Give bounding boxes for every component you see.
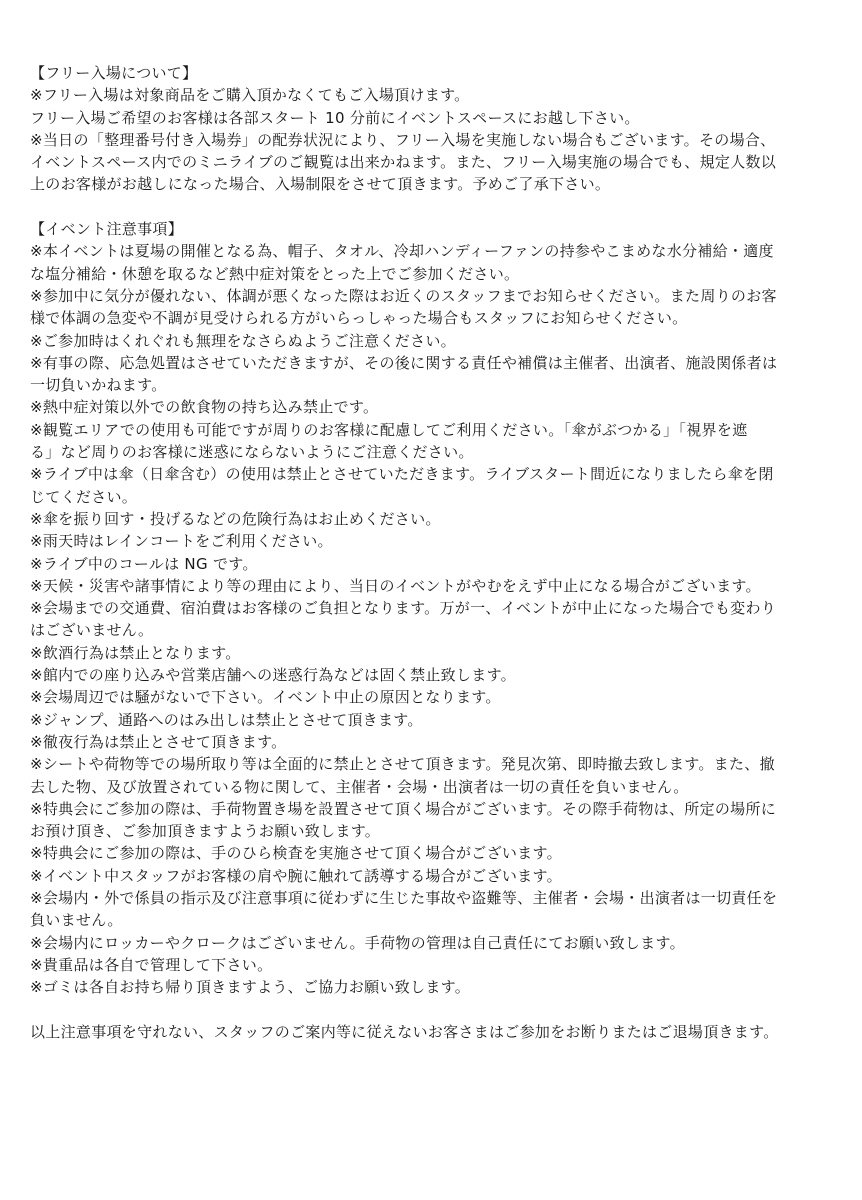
paragraph-line: ※ジャンプ、通路へのはみ出しは禁止とさせて頂きます。 (30, 710, 423, 729)
paragraph-line: ※雨天時はレインコートをご利用ください。 (30, 532, 333, 551)
paragraph-line: ※会場内にロッカーやクロークはございません。手荷物の管理は自己責任にてお願い致します。 (30, 933, 685, 952)
paragraph-line: る」など周りのお客様に迷惑にならないようにご注意ください。 (30, 443, 474, 462)
paragraph-line: はございません。 (30, 621, 154, 640)
paragraph-line: 一切負いかねます。 (30, 376, 167, 395)
paragraph-line: ※ライブ中のコールは NG です。 (30, 554, 258, 573)
blank-line (30, 998, 830, 1020)
section-event-notes (30, 218, 830, 998)
paragraph-line: な塩分補給・休憩を取るなど熱中症対策をとった上でご参加ください。 (30, 264, 520, 283)
paragraph-line: ※本イベントは夏場の開催となる為、帽子、タオル、冷却ハンディーファンの持参やこまめな水分補給・適度 (30, 242, 774, 261)
paragraph-line: ※参加中に気分が優れない、体調が悪くなった際はお近くのスタッフまでお知らせください。また周りのお客 (30, 286, 777, 305)
paragraph-line: ※フリー入場は対象商品をご購入頂かなくてもご入場頂けます。 (30, 86, 470, 105)
paragraph-line: ※熱中症対策以外での飲食物の持ち込み禁止です。 (30, 398, 379, 417)
section-heading: 【イベント注意事項】 (30, 220, 184, 239)
paragraph-line: ※観覧エリアでの使用も可能ですが周りのお客様に配慮してご利用ください。「傘がぶつかる」「視界を遮 (30, 420, 748, 439)
paragraph-line: ※当日の「整理番号付き入場券」の配券状況により、フリー入場を実施しない場合もございます。その場合、 (30, 130, 776, 149)
paragraph-line: お預け頂き、ご参加頂きますようお願い致します。 (30, 822, 381, 841)
paragraph-line: じてください。 (30, 487, 138, 506)
paragraph-line: 様で体調の急変や不調が見受けられる方がいらっしゃった場合もスタッフにお知らせください。 (30, 309, 688, 328)
paragraph-line: ※飲酒行為は禁止となります。 (30, 643, 241, 662)
paragraph-line: ※ゴミは各自お持ち帰り頂きますよう、ご協力お願い致します。 (30, 978, 471, 997)
paragraph-line: ※イベント中スタッフがお客様の肩や腕に触れて誘導する場合がございます。 (30, 866, 562, 885)
section-free-entry (30, 62, 830, 196)
blank-line (30, 196, 830, 218)
paragraph-line: ※特典会にご参加の際は、手のひら検査を実施させて頂く場合がございます。 (30, 844, 562, 863)
document-page (30, 62, 830, 1043)
paragraph-line: ※シートや荷物等での場所取り等は全面的に禁止とさせて頂きます。発見次第、即時撤去致します。また、撤 (30, 755, 775, 774)
paragraph-line: 去した物、及び放置されている物に関して、主催者・会場・出演者は一切の責任を負いません。 (30, 777, 689, 796)
paragraph-line: ※天候・災害や諸事情により等の理由により、当日のイベントがやむをえず中止になる場合がございます。 (30, 576, 761, 595)
paragraph-line: ※ライブ中は傘（日傘含む）の使用は禁止とさせていただきます。ライブスタート間近になりましたら傘を閉 (30, 465, 774, 484)
paragraph-line: ※会場周辺では騒がないで下さい。イベント中止の原因となります。 (30, 688, 501, 707)
paragraph-line: 上のお客様がお越しになった場合、入場制限をさせて頂きます。予めご了承下さい。 (30, 175, 611, 194)
paragraph-line: ※ご参加時はくれぐれも無理をなさらぬようご注意ください。 (30, 331, 456, 350)
paragraph-line: ※会場内・外で係員の指示及び注意事項に従わずに生じた事故や盗難等、主催者・会場・出演者は一切責任を (30, 888, 778, 907)
paragraph-line: ※有事の際、応急処置はさせていただきますが、その後に関する責任や補償は主催者、出演者、施設関係者は (30, 353, 778, 372)
section-heading: 【フリー入場について】 (30, 64, 198, 82)
paragraph-line: フリー入場ご希望のお客様は各部スタート 10 分前にイベントスペースにお越し下さい。 (30, 108, 640, 127)
paragraph-line: 負いません。 (30, 911, 123, 930)
paragraph-line: ※傘を振り回す・投げるなどの危険行為はお止めください。 (30, 509, 441, 528)
paragraph-line: ※特典会にご参加の際は、手荷物置き場を設置させて頂く場合がございます。その際手荷物は、所定の場所に (30, 799, 777, 818)
paragraph-line: イベントスペース内でのミニライブのご観覧は出来かねます。また、フリー入場実施の場合でも、規定人数以 (30, 153, 777, 172)
paragraph-line: ※貴重品は各自で管理して下さい。 (30, 955, 273, 974)
paragraph-line: ※徹夜行為は禁止とさせて頂きます。 (30, 732, 287, 751)
paragraph-line: ※会場までの交通費、宿泊費はお客様のご負担となります。万が一、イベントが中止になった場合でも変わり (30, 599, 777, 618)
paragraph-line: ※館内での座り込みや営業店舗への迷惑行為などは固く禁止致します。 (30, 666, 516, 685)
closing-statement: 以上注意事項を守れない、スタッフのご案内等に従えないお客さまはご参加をお断りまたはご退場頂きます。 (30, 1022, 779, 1041)
